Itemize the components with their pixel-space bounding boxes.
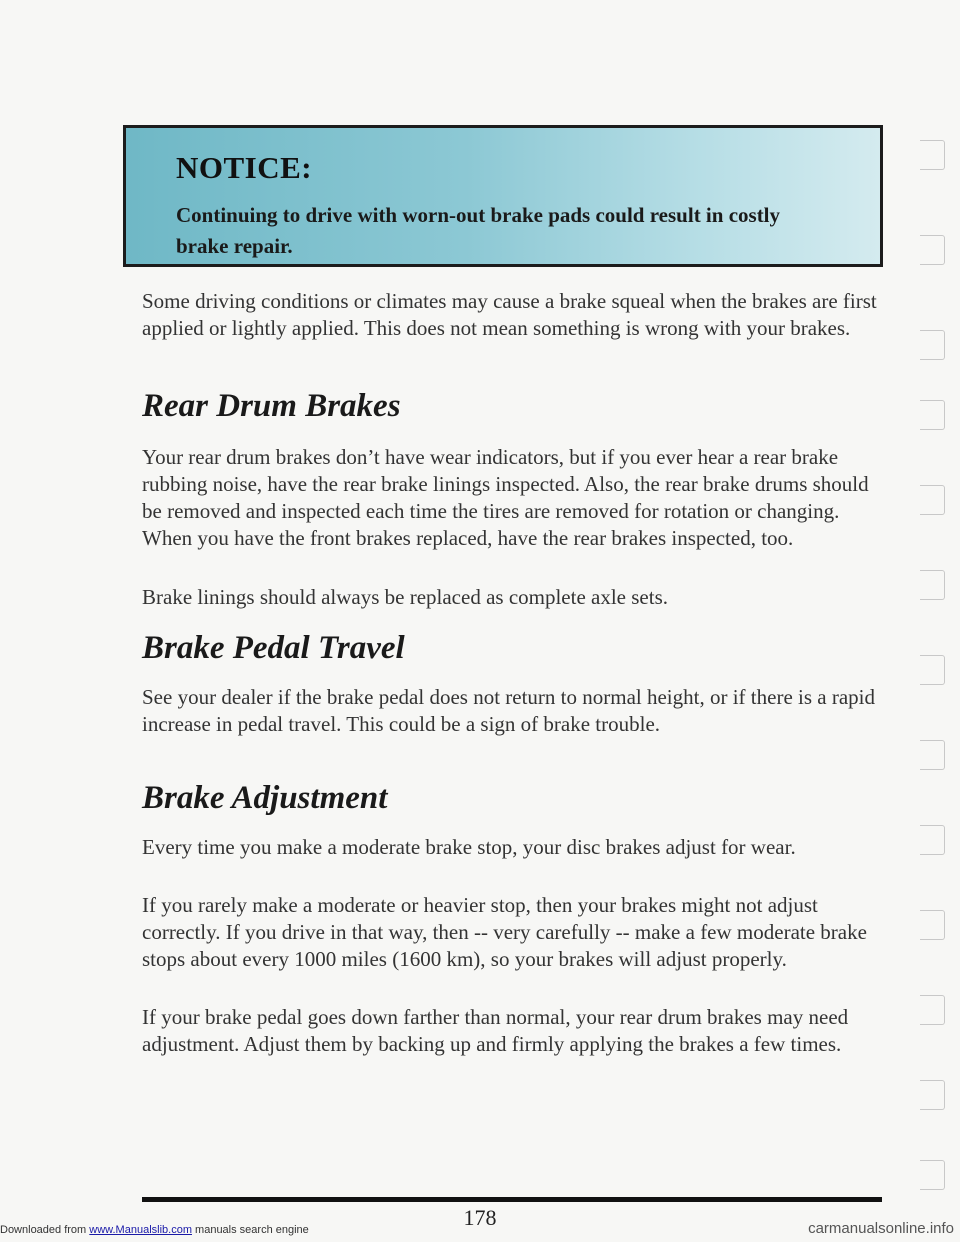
page-edge-tab bbox=[920, 570, 945, 600]
watermark: carmanualsonline.info bbox=[808, 1220, 954, 1237]
page-edge-tab bbox=[920, 485, 945, 515]
page-edge-tab bbox=[920, 740, 945, 770]
heading-rear-drum-brakes: Rear Drum Brakes bbox=[142, 388, 401, 424]
notice-title: NOTICE: bbox=[176, 150, 313, 185]
page-edge-tab bbox=[920, 140, 945, 170]
paragraph-pedal-travel: See your dealer if the brake pedal does not return to normal height, or if there is a rapid increase in pedal travel. This could be a sign of brake trouble. bbox=[142, 685, 875, 736]
heading-brake-pedal-travel: Brake Pedal Travel bbox=[142, 630, 405, 666]
intro-paragraph: Some driving conditions or climates may cause a brake squeal when the brakes are first applied or lightly applied. This does not mean something is wrong with your brakes. bbox=[142, 289, 877, 340]
page-edge-tab bbox=[920, 330, 945, 360]
page-edge-tab bbox=[920, 1160, 945, 1190]
page-edge-tab bbox=[920, 655, 945, 685]
page-edge-tab bbox=[920, 825, 945, 855]
page-number: 178 bbox=[463, 1205, 497, 1230]
footer-suffix: manuals search engine bbox=[191, 1224, 309, 1236]
notice-text: Continuing to drive with worn-out brake pads could result in costly brake repair. bbox=[176, 203, 781, 258]
download-footer bbox=[0, 1224, 309, 1236]
paragraph-rear-drum-1: Your rear drum brakes don’t have wear indicators, but if you ever hear a rear brake rubbing noise, have the rear brake linings inspected. Also, the rear brake drums should be removed and inspected each time the tires are removed for rotation or changing. When you have the front brakes replaced, have the rear brakes inspected, too. bbox=[142, 445, 869, 550]
paragraph-adjustment-1: Every time you make a moderate brake stop, your disc brakes adjust for wear. bbox=[142, 835, 796, 859]
page-edge-tab bbox=[920, 1080, 945, 1110]
paragraph-adjustment-2: If you rarely make a moderate or heavier stop, then your brakes might not adjust correctly. If you drive in that way, then -- very carefully -- make a few moderate brake stops about every 1000 miles (1600 km), so your brakes will adjust properly. bbox=[142, 893, 867, 971]
page-edge-tab bbox=[920, 910, 945, 940]
footer-prefix: Downloaded from bbox=[0, 1224, 90, 1236]
heading-brake-adjustment: Brake Adjustment bbox=[142, 780, 388, 816]
manualslib-link[interactable]: www.Manualslib.com bbox=[89, 1224, 192, 1236]
paragraph-adjustment-3: If your brake pedal goes down farther than normal, your rear drum brakes may need adjustment. Adjust them by backing up and firmly applying the brakes a few times. bbox=[142, 1005, 849, 1056]
page-edge-tab bbox=[920, 995, 945, 1025]
page-edge-tab bbox=[920, 400, 945, 430]
page-edge-tab bbox=[920, 235, 945, 265]
paragraph-rear-drum-2: Brake linings should always be replaced as complete axle sets. bbox=[142, 585, 669, 609]
page-rule bbox=[142, 1197, 882, 1202]
notice-box bbox=[123, 125, 883, 267]
